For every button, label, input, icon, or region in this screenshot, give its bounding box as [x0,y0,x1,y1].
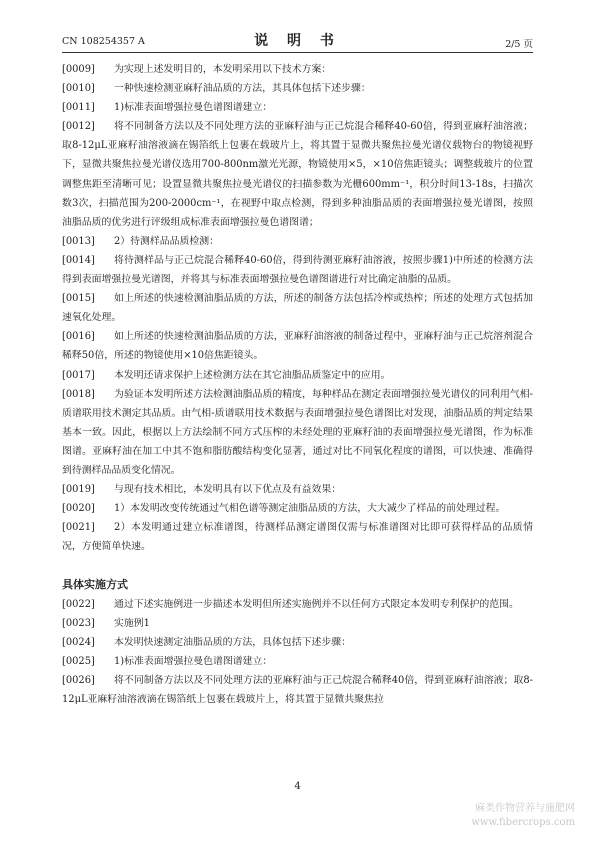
patent-number: CN 108254357 A [62,36,145,47]
paragraph-number: [0015] [62,293,95,305]
paragraph [62,251,533,289]
paragraph [62,518,533,556]
watermark-url: www.fibercrops.com [471,817,575,828]
paragraph-number: [0016] [62,331,95,343]
paragraph-number: [0024] [62,636,95,648]
paragraph-number: [0021] [62,522,95,534]
paragraph-text: 与现有技术相比，本发明具有以下优点及有益效果： [114,484,342,496]
paragraph-text: 1)标准表面增强拉曼色谱图谱建立： [114,655,273,667]
page-of-total: 2/5 页 [505,39,533,50]
paragraph-text: 本发明快速测定油脂品质的方法，具体包括下述步骤： [114,636,352,648]
page-header [62,30,533,48]
paragraph [62,595,533,614]
paragraph-number: [0013] [62,235,95,247]
paragraph [62,117,533,232]
paragraph [62,652,533,671]
paragraph [62,60,533,79]
paragraph-number: [0023] [62,617,95,629]
paragraph-text: 如上所述的快速检测油脂品质的方法，亚麻籽油溶液的制备过程中，亚麻籽油与正己烷溶剂混合稀释50倍，所述的物镜使用×10倍焦距镜头。 [62,331,533,362]
paragraph-text: 2）待测样品品质检测： [114,235,220,247]
paragraph-number: [0019] [62,484,95,496]
paragraph [62,98,533,117]
paragraph [62,614,533,633]
section-heading: 具体实施方式 [62,578,128,592]
paragraph-number: [0017] [62,369,95,381]
paragraph [62,385,533,480]
paragraph-number: [0011] [62,102,95,114]
paragraph [62,499,533,518]
paragraph-text: 一种快速检测亚麻籽油品质的方法，其具体包括下述步骤： [114,83,371,95]
paragraph [62,633,533,652]
paragraph-text: 将不同制备方法以及不同处理方法的亚麻籽油与正己烷混合稀释40倍，得到亚麻籽油溶液；取8-12μL亚麻籽油溶液滴在锡箔纸上包裹在载玻片上，将其置于显微共聚焦拉 [62,674,533,705]
paragraph [62,79,533,98]
paragraph [62,232,533,251]
paragraph-text: 1）本发明改变传统通过气相色谱等测定油脂品质的方法，大大减少了样品的前处理过程。 [114,503,506,515]
paragraph-text: 2）本发明通过建立标准谱图，待测样品测定谱图仅需与标准谱图对比即可获得样品的品质情况，方便简单快速。 [62,522,533,553]
page-number: 4 [294,781,301,792]
paragraph-number: [0010] [62,83,95,95]
paragraph [62,327,533,365]
paragraph-text: 将待测样品与正己烷混合稀释40-60倍，得到待测亚麻籽油溶液，按照步骤1)中所述的检测方法得到表面增强拉曼光谱图，并将其与标准表面增强拉曼色谱图谱进行对比确定油脂的品质。 [62,254,533,286]
paragraph [62,366,533,385]
paragraph-number: [0025] [62,655,95,667]
paragraph-group-summary [62,60,533,556]
paragraph-text: 为验证本发明所述方法检测油脂品质的精度，每种样品在测定表面增强拉曼光谱仪的同利用气相-质谱联用技术测定其品质。由气相-质谱联用技术数据与表面增强拉曼色谱图比对发现，油脂品质的判定结果基本一致。因此，根据以上方法绘制不同方式压榨的未经处理的亚麻籽油的表面增强拉曼光谱图，作为标准图谱。亚麻籽油在加工中其不饱和脂肪酸结构变化显著，通过对比不同氧化程度的谱图，可以快速、准确得到待测样品品质变化情况。 [62,388,533,476]
paragraph-text: 为实现上述发明目的，本发明采用以下技术方案： [114,64,332,75]
paragraph [62,289,533,327]
paragraph-group-embodiment [62,595,533,710]
paragraph-text: 如上所述的快速检测油脂品质的方法，所述的制备方法包括冷榨或热榨；所述的处理方式包括加速氧化处理。 [62,293,533,324]
paragraph-number: [0020] [62,503,95,515]
document-body [62,60,533,709]
paragraph-text: 通过下述实施例进一步描述本发明但所述实施例并不以任何方式限定本发明专利保护的范围。 [114,598,519,610]
paragraph-number: [0018] [62,388,95,400]
watermark [471,802,575,830]
paragraph [62,671,533,709]
header-rule [62,52,533,53]
paragraph-number: [0022] [62,598,95,610]
paragraph-text: 1)标准表面增强拉曼色谱图谱建立： [114,102,273,114]
paragraph-text: 实施例1 [114,617,150,629]
paragraph-text: 本发明还请求保护上述检测方法在其它油脂品质鉴定中的应用。 [114,369,391,381]
paragraph-number: [0012] [62,121,95,133]
paragraph-number: [0026] [62,674,95,686]
paragraph-number: [0009] [62,64,95,75]
paragraph-text: 将不同制备方法以及不同处理方法的亚麻籽油与正己烷混合稀释40-60倍，得到亚麻籽油溶液；取8-12μL亚麻籽油溶液滴在锡箔纸上包裹在载玻片上，将其置于显微共聚焦拉曼光谱仪载物台的物镜视野下，显微共聚焦拉曼光谱仪选用700-800nm激光光源，物镜使用×5，×10倍焦距镜头；调整载玻片的位置调整焦距至清晰可见；设置显微共聚焦拉曼光谱仪的扫描参数为光栅600mm⁻¹，积分时间13-18s，扫描次数3次，扫描范围为200-2000cm⁻¹，在视野中取点检测，得到多种油脂品质的表面增强拉曼光谱图，按照油脂品质的优劣进行评级组成标准表面增强拉曼色谱图谱； [62,121,533,228]
paragraph-number: [0014] [62,254,95,266]
watermark-site-name: 麻类作物营养与施肥网 [475,803,575,814]
paragraph [62,480,533,499]
document-title: 说 明 书 [254,33,341,49]
